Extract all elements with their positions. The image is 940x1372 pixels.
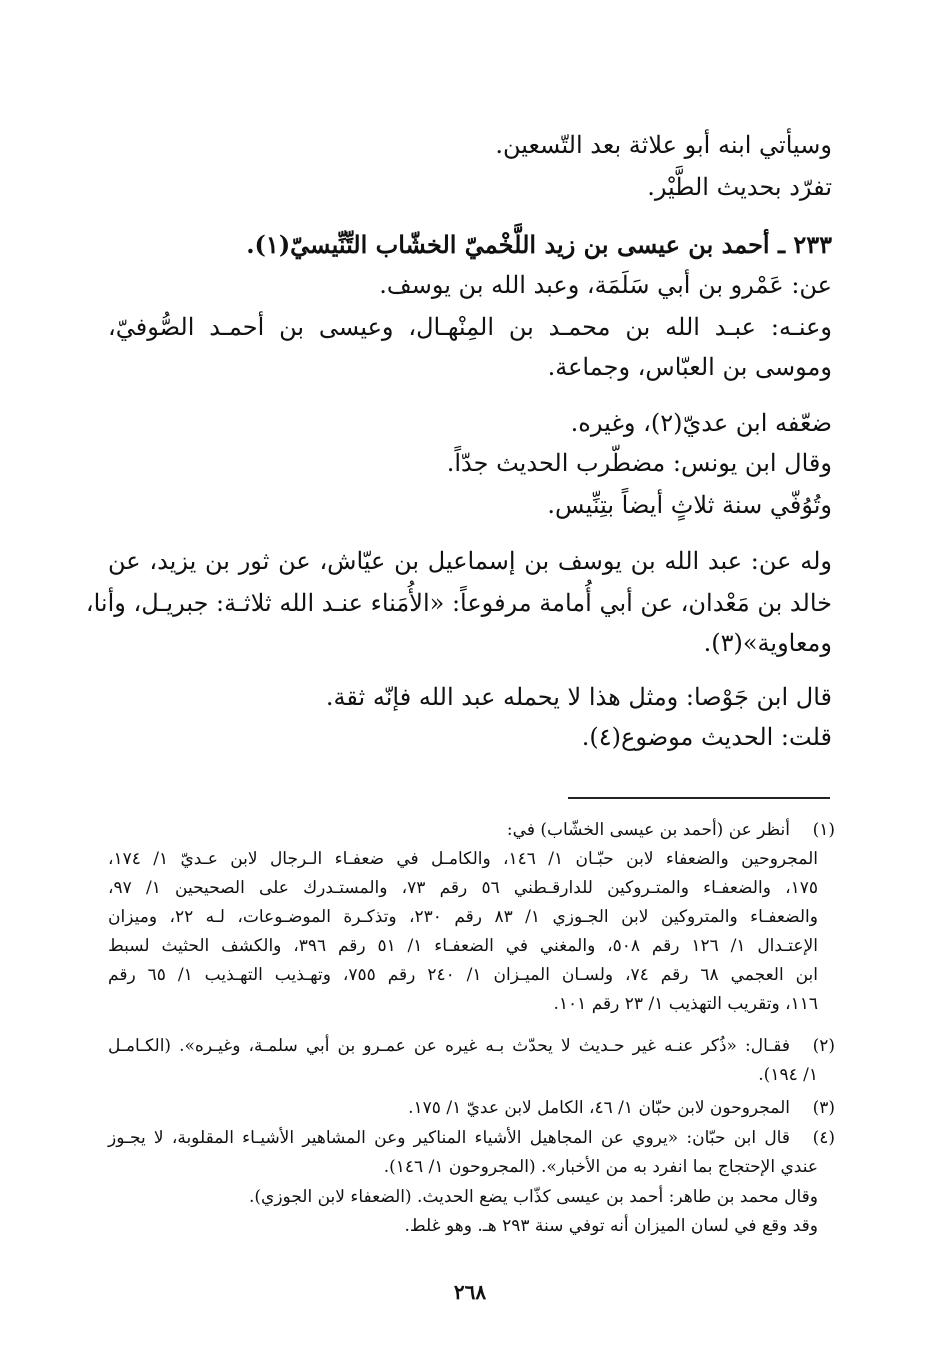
footnote-line: فقـال: «ذُكر عنـه غير حـديث لا يحدّث بـه غيره عن عمـرو بن أبي سلمـة، وغيـره». (الكـامـل xyxy=(108,1036,790,1056)
footnote-number: (٤) xyxy=(812,1128,835,1148)
text-line: خالد بن مَعْدان، عن أبي أُمامة مرفوعاً: «الأُمَناء عنـد الله ثلاثـة: جبريـل، وأنا، xyxy=(85,589,832,617)
footnote-line: قال ابن حبّان: «يروي عن المجاهيل الأشياء المناكير وعن المشاهير الأشيـاء المقلوبة، لا يجـوز xyxy=(108,1128,790,1148)
text-line: وعنـه: عبـد الله بن محمـد بن المِنْهـال، وعيسى بن أحمـد الصُّوفيّ، xyxy=(108,313,832,341)
footnote-line: عندي الإحتجاج بما انفرد به من الأخبار». (المجروحون ١/ ١٤٦). xyxy=(383,1157,818,1177)
footnote-line: أنظر عن (أحمد بن عيسى الخشّاب) في: xyxy=(506,820,790,840)
text-line: وسيأتي ابنه أبو علاثة بعد التّسعين. xyxy=(495,131,832,159)
text-line: ضعّفه ابن عديّ(٢)، وغيره. xyxy=(570,409,832,437)
text-line: وقال ابن يونس: مضطّرب الحديث جدّاً. xyxy=(446,449,832,477)
text-line: قال ابن جَوْصا: ومثل هذا لا يحمله عبد الله فإنّه ثقة. xyxy=(325,683,832,711)
footnote-line: ١٧٥، والضعفـاء والمتـروكين للدارقـطني ٥٦ رقم ٧٣، والمستـدرك على الصحيحين ١/ ٩٧، xyxy=(108,878,818,898)
text-line: وموسى بن العبّاس، وجماعة. xyxy=(547,353,832,381)
page-number: ٢٦٨ xyxy=(453,1280,487,1304)
text-line: ومعاوية»(٣). xyxy=(703,629,832,657)
text-line: تفرّد بحديث الطَّيْر. xyxy=(647,173,832,201)
entry-heading: ٢٣٣ ـ أحمد بن عيسى بن زيد اللَّخْميّ الخشّاب التِّنِّيسيّ(١). xyxy=(246,230,832,259)
footnote-number: (٢) xyxy=(812,1036,835,1056)
footnote-line: ١١٦، وتقريب التهذيب ١/ ٢٣ رقم ١٠١. xyxy=(553,994,818,1014)
footnote-line: ١/ ١٩٤). xyxy=(758,1065,818,1085)
text-line: قلت: الحديث موضوع(٤). xyxy=(581,723,832,751)
footnote-line: والضعفـاء والمتروكين لابن الجـوزي ١/ ٨٣ رقم ٢٣٠، وتذكـرة الموضـوعات، لـه ٢٢، وميزان xyxy=(108,907,818,927)
footnote-number: (٣) xyxy=(812,1098,835,1118)
footnote-line: وقد وقع في لسان الميزان أنه توفي سنة ٢٩٣ هـ. وهو غلط. xyxy=(404,1216,818,1236)
footnote-separator xyxy=(568,797,830,799)
footnote-line: المجروحون لابن حبّان ١/ ٤٦، الكامل لابن عديّ ١/ ١٧٥. xyxy=(408,1098,790,1118)
footnote-number: (١) xyxy=(812,820,835,840)
footnote-line: المجروحين والضعفاء لابن حبّـان ١/ ١٤٦، والكامـل في ضعفـاء الـرجال لابن عـديّ ١/ ١٧٤، xyxy=(108,849,818,869)
footnote-line: وقال محمد بن طاهر: أحمد بن عيسى كذّاب يضع الحديث. (الضعفاء لابن الجوزي). xyxy=(249,1187,818,1207)
footnote-line: الإعتـدال ١/ ١٢٦ رقم ٥٠٨، والمغني في الضعفـاء ١/ ٥١ رقم ٣٩٦، والكشف الحثيث لسبط xyxy=(108,936,818,956)
footnote-line: ابن العجمي ٦٨ رقم ٧٤، ولسـان الميـزان ١/ ٢٤٠ رقم ٧٥٥، وتهـذيب التهـذيب ١/ ٦٥ رقم xyxy=(108,965,819,985)
text-line: عن: عَمْرو بن أبي سَلَمَة، وعبد الله بن يوسف. xyxy=(379,271,832,299)
text-line: وتُوُفّي سنة ثلاثٍ أيضاً بتِنِّيس. xyxy=(547,491,832,519)
text-line: وله عن: عبد الله بن يوسف بن إسماعيل بن عيّاش، عن ثور بن يزيد، عن xyxy=(108,547,832,575)
